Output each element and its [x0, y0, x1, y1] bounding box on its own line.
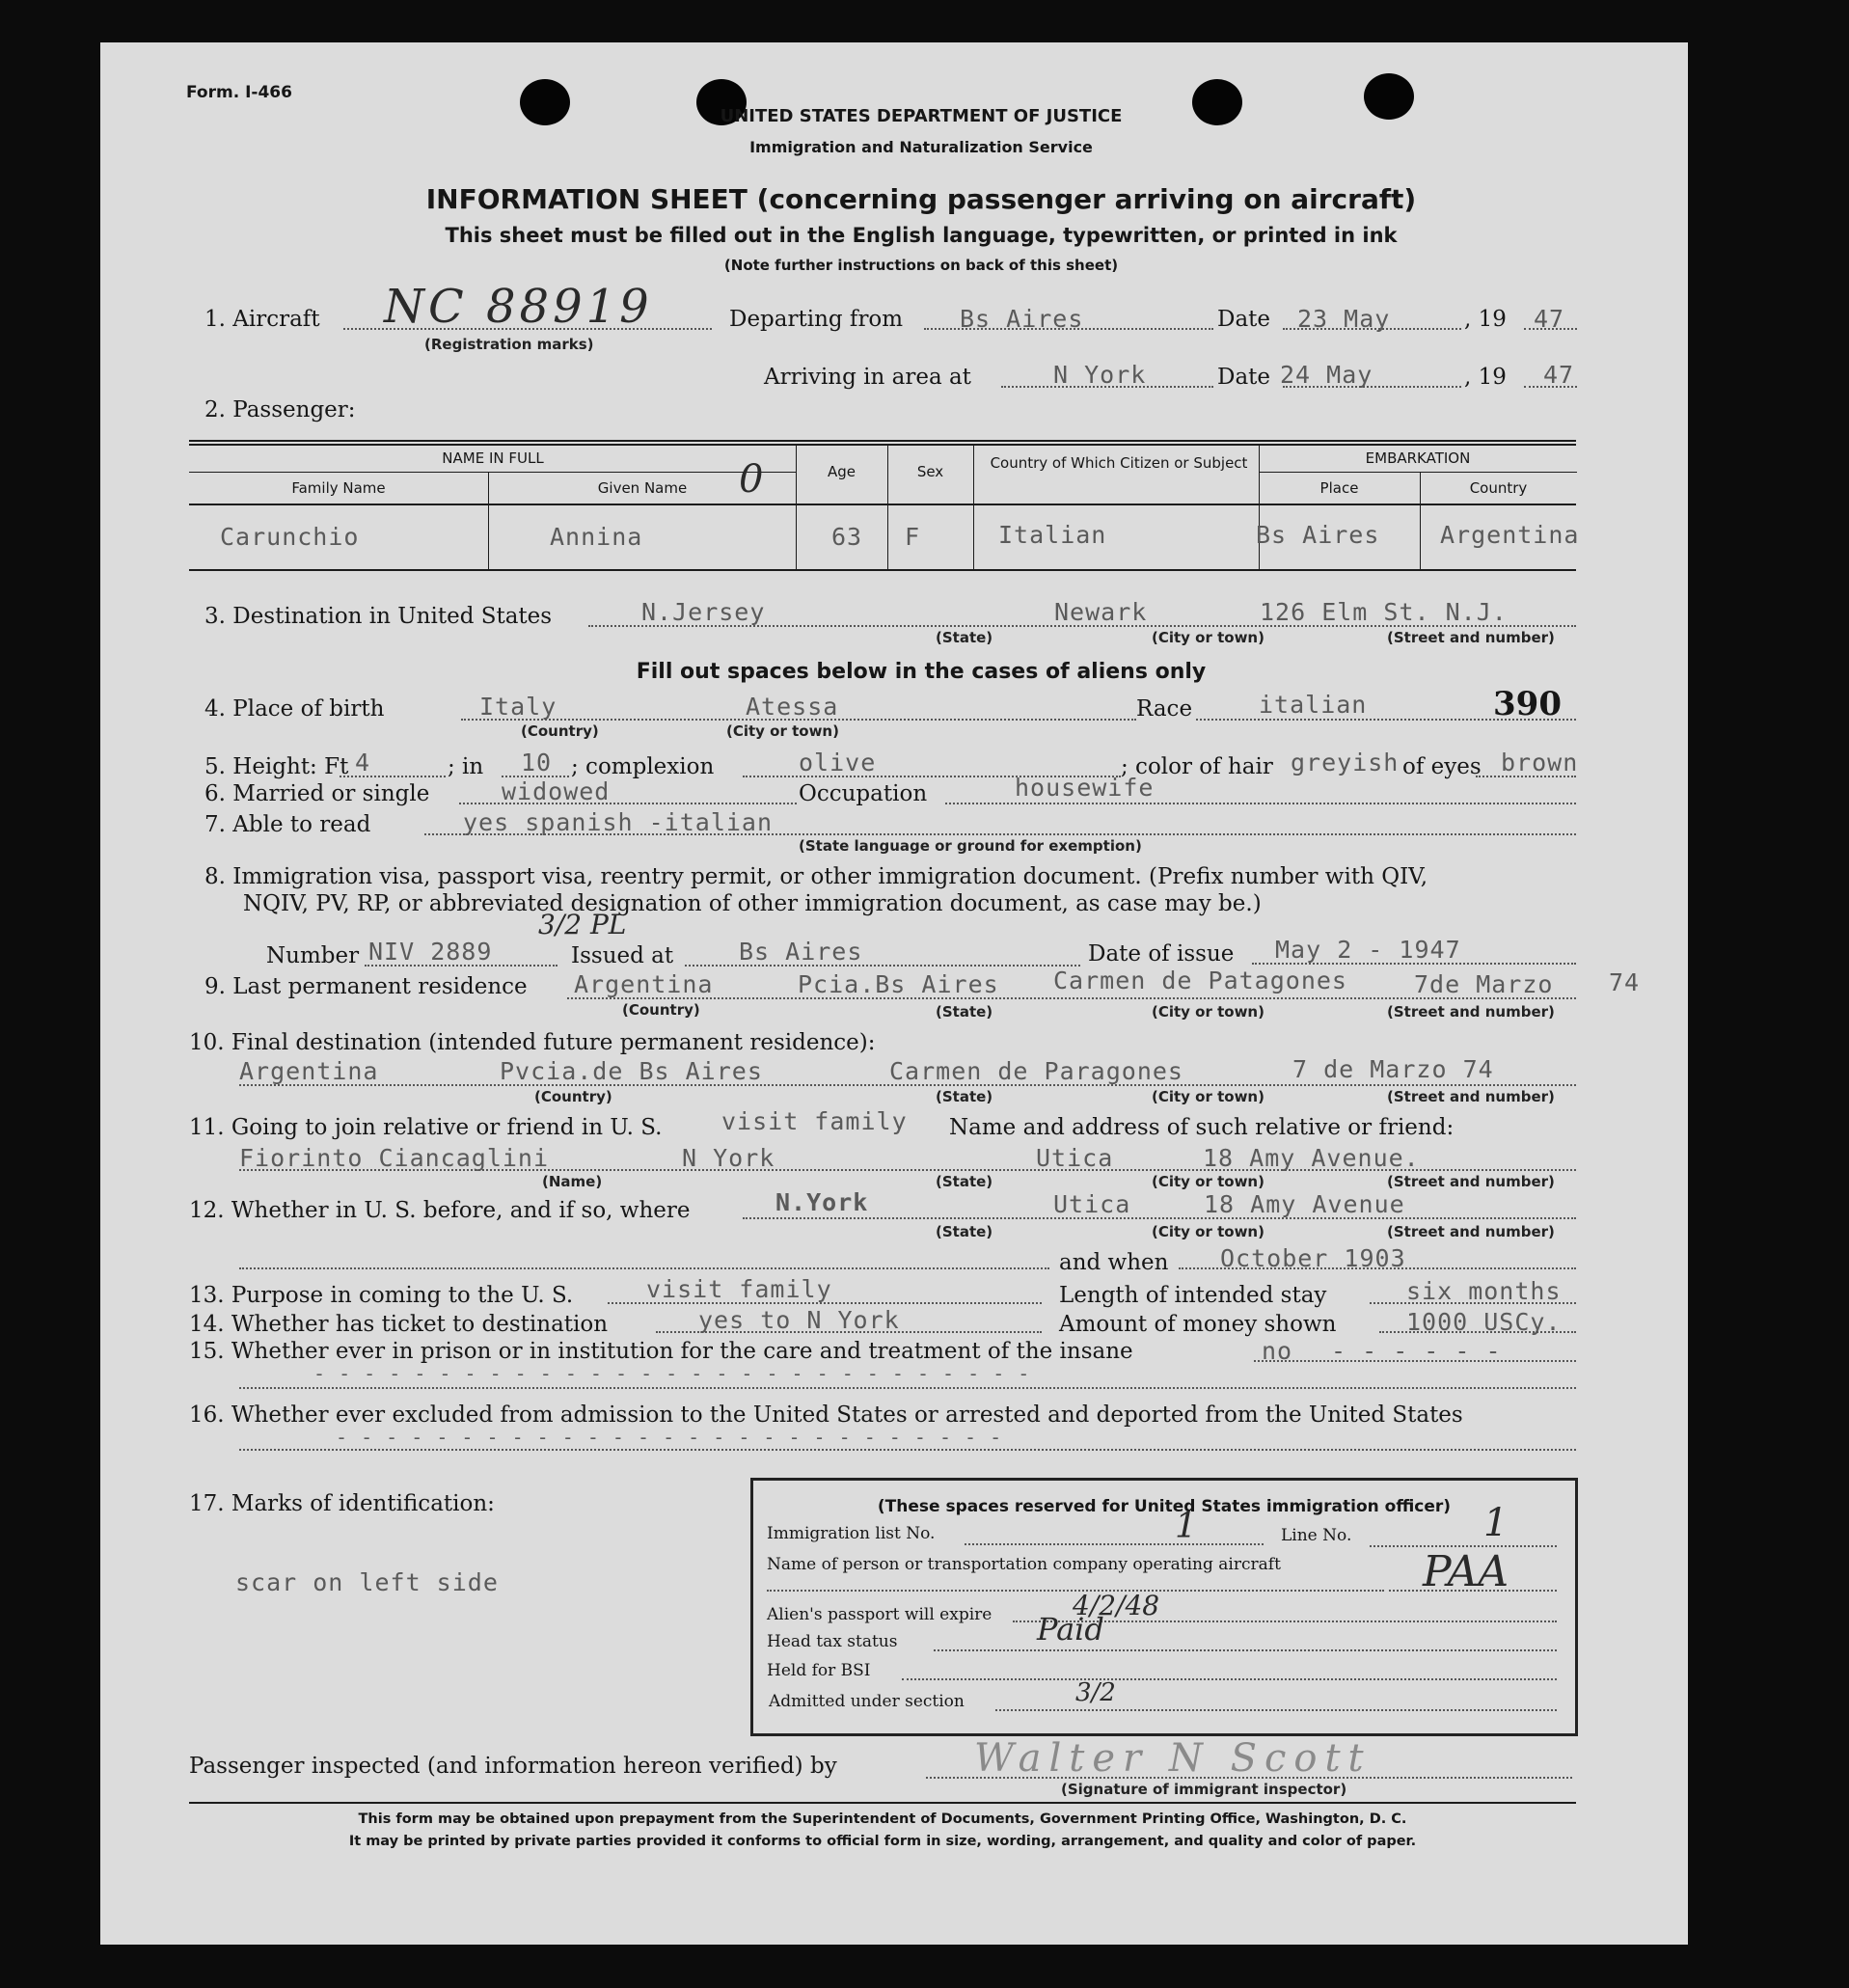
caption-street: (Street and number) [1387, 1088, 1555, 1105]
when-label: and when [1059, 1250, 1169, 1275]
marks-value: scar on left side [235, 1568, 499, 1596]
join-relative-value: visit family [721, 1107, 908, 1135]
inches-label: ; in [448, 754, 484, 779]
caption-state: (State) [936, 1088, 993, 1105]
aircraft-label: 1. Aircraft [204, 307, 320, 332]
relative-city: Utica [1036, 1144, 1114, 1172]
caption-city: (City or town) [726, 722, 839, 740]
signature-caption: (Signature of immigrant inspector) [1061, 1781, 1347, 1798]
ticket-value: yes to N York [698, 1306, 900, 1334]
company-label: Name of person or transportation company operating aircraft [767, 1555, 1281, 1574]
height-feet: 4 [355, 749, 371, 776]
admitted-section-label: Admitted under section [769, 1692, 965, 1711]
form-number: Form. I-466 [186, 83, 292, 102]
held-for-bsi-label: Held for BSI [767, 1661, 871, 1680]
arriving-value: N York [1053, 361, 1147, 389]
marital-value: widowed [502, 777, 611, 805]
embark-country-value: Argentina [1440, 521, 1580, 549]
prison-dashes: - - - - - - [1331, 1337, 1502, 1365]
last-residence-street: 7de Marzo [1414, 970, 1554, 998]
destination-state: N.Jersey [641, 598, 766, 626]
head-tax-value: Paid [1037, 1611, 1104, 1648]
excluded-dashes: - - - - - - - - - - - - - - - - - - - - - - - - - - - [336, 1426, 1003, 1449]
complexion-value: olive [799, 749, 877, 776]
header-citizen-country: Country of Which Citizen or Subject [990, 454, 1248, 472]
stay-value: six months [1406, 1277, 1562, 1305]
departing-value: Bs Aires [960, 305, 1084, 333]
caption-city: (City or town) [1152, 1088, 1264, 1105]
header-sex: Sex [916, 463, 944, 480]
destination-label: 3. Destination in United States [204, 604, 553, 629]
doc-number: NIV 2889 [368, 938, 493, 966]
birthplace-label: 4. Place of birth [204, 696, 385, 722]
destination-city: Newark [1054, 598, 1148, 626]
form-subtitle: This sheet must be filled out in the English language, typewritten, or printed in ink [445, 224, 1398, 247]
family-name-value: Carunchio [220, 523, 360, 551]
prison-value: no [1262, 1337, 1293, 1365]
passport-expire-label: Alien's passport will expire [767, 1605, 992, 1624]
caption-street: (Street and number) [1387, 1003, 1555, 1021]
issued-at-value: Bs Aires [739, 938, 863, 966]
hair-value: greyish [1291, 749, 1400, 776]
arrival-date: 24 May [1280, 361, 1373, 389]
caption-street: (Street and number) [1387, 629, 1555, 646]
caption-city: (City or town) [1152, 1223, 1264, 1240]
caption-country: (Country) [534, 1088, 612, 1105]
occupation-label: Occupation [799, 781, 928, 806]
height-inches: 10 [521, 749, 553, 776]
money-value: 1000 USCy. [1406, 1308, 1562, 1336]
form-title: INFORMATION SHEET (concerning passenger arriving on aircraft) [425, 183, 1417, 215]
header-age: Age [827, 463, 856, 480]
purpose-value: visit family [646, 1275, 832, 1303]
inspected-label: Passenger inspected (and information hereon verified) by [189, 1754, 837, 1779]
race-code-stamp: 390 [1493, 685, 1562, 723]
passenger-label: 2. Passenger: [204, 397, 356, 422]
company-value: PAA [1423, 1547, 1509, 1596]
arriving-label: Arriving in area at [764, 365, 971, 390]
issue-date-label: Date of issue [1088, 941, 1235, 967]
relative-name: Fiorinto Ciancaglini [239, 1144, 550, 1172]
caption-city: (City or town) [1152, 629, 1264, 646]
read-caption: (State language or ground for exemption) [799, 837, 1142, 855]
occupation-value: housewife [1015, 774, 1155, 802]
caption-city: (City or town) [1152, 1003, 1264, 1021]
doc-annotation: 3/2 PL [538, 909, 627, 940]
aliens-only-heading: Fill out spaces below in the cases of aliens only [636, 660, 1207, 684]
punch-hole [1192, 79, 1242, 125]
excluded-label: 16. Whether ever excluded from admission to the United States or arrested and deported from the United States [189, 1402, 1463, 1428]
departing-label: Departing from [729, 307, 904, 332]
doc-label-line2: NQIV, PV, RP, or abbreviated designation of other immigration document, as case may be.) [243, 891, 1262, 916]
admitted-section-value: 3/2 [1075, 1678, 1116, 1707]
line-no-value: 1 [1483, 1501, 1509, 1545]
line-no-label: Line No. [1281, 1526, 1352, 1545]
arrival-date-label: Date [1217, 365, 1271, 390]
previous-state: N.York [775, 1188, 869, 1216]
caption-state: (State) [936, 1003, 993, 1021]
final-country: Argentina [239, 1057, 379, 1085]
prison-dashes-line2: - - - - - - - - - - - - - - - - - - - - - - - - - - - - - [313, 1362, 1031, 1385]
header-place: Place [1319, 479, 1359, 497]
head-tax-label: Head tax status [767, 1632, 898, 1651]
marital-label: 6. Married or single [204, 781, 430, 806]
year-prefix: , 19 [1464, 365, 1507, 390]
immigration-list-no: 1 [1175, 1507, 1197, 1546]
citizen-value: Italian [998, 521, 1107, 549]
punch-hole [1364, 73, 1414, 120]
read-label: 7. Able to read [204, 812, 371, 837]
immigration-list-label: Immigration list No. [767, 1524, 936, 1543]
eyes-value: brown [1501, 749, 1579, 776]
footer-line-1: This form may be obtained upon prepayment from the Superintendent of Documents, Government Printing Office, Washington, D. C. [358, 1811, 1407, 1827]
when-value: October 1903 [1220, 1244, 1406, 1272]
final-city: Carmen de Paragones [889, 1057, 1183, 1085]
height-label: 5. Height: Ft [204, 754, 349, 779]
given-name-value: Annina [550, 523, 643, 551]
service-name: Immigration and Naturalization Service [749, 138, 1093, 156]
given-name-mark: 0 [739, 457, 764, 502]
previous-city: Utica [1053, 1190, 1131, 1218]
caption-state: (State) [936, 1223, 993, 1240]
final-street: 7 de Marzo 74 [1292, 1055, 1494, 1083]
relative-street: 18 Amy Avenue. [1203, 1144, 1420, 1172]
race-value: italian [1259, 691, 1368, 719]
inspector-signature: Walter N Scott [974, 1736, 1372, 1781]
age-value: 63 [831, 523, 863, 551]
footer-line-2: It may be printed by private parties provided it conforms to official form in size, wording, arrangement, and quality and color of paper. [348, 1834, 1417, 1849]
relative-address-label: Name and address of such relative or friend: [949, 1115, 1455, 1140]
birth-city: Atessa [746, 693, 839, 721]
officer-box-header: (These spaces reserved for United States immigration officer) [877, 1497, 1452, 1516]
final-destination-label: 10. Final destination (intended future permanent residence): [189, 1030, 876, 1055]
aircraft-registration: NC 88919 [384, 280, 653, 334]
prison-label: 15. Whether ever in prison or in institution for the care and treatment of the insane [189, 1339, 1133, 1364]
complexion-label: ; complexion [571, 754, 715, 779]
birth-country: Italy [479, 693, 557, 721]
issue-date: May 2 - 1947 [1275, 936, 1461, 964]
ticket-label: 14. Whether has ticket to destination [189, 1312, 609, 1337]
registration-caption: (Registration marks) [424, 336, 594, 353]
stay-label: Length of intended stay [1059, 1283, 1327, 1308]
header-embarkation: EMBARKATION [1365, 449, 1471, 467]
year-prefix: , 19 [1464, 307, 1507, 332]
destination-street: 126 Elm St. N.J. [1260, 598, 1508, 626]
final-state: Pvcia.de Bs Aires [500, 1057, 763, 1085]
last-residence-street-no: 74 [1609, 968, 1641, 996]
hair-label: ; color of hair [1121, 754, 1273, 779]
doc-label-line1: 8. Immigration visa, passport visa, reentry permit, or other immigration document. (Prefix number with QIV, [204, 864, 1428, 889]
caption-state: (State) [936, 629, 993, 646]
doc-number-label: Number [266, 943, 360, 968]
last-residence-label: 9. Last permanent residence [204, 974, 528, 999]
relative-state: N York [682, 1144, 775, 1172]
eyes-label: of eyes [1402, 754, 1482, 779]
marks-label: 17. Marks of identification: [189, 1491, 495, 1516]
caption-street: (Street and number) [1387, 1223, 1555, 1240]
caption-country: (Country) [521, 722, 599, 740]
departure-year: 47 [1534, 305, 1565, 333]
header-given-name: Given Name [597, 479, 688, 497]
last-residence-city: Carmen de Patagones [1053, 967, 1347, 994]
arrival-year: 47 [1543, 361, 1575, 389]
embark-place-value: Bs Aires [1256, 521, 1380, 549]
last-residence-country: Argentina [574, 970, 714, 998]
join-relative-label: 11. Going to join relative or friend in U. S. [189, 1115, 663, 1140]
last-residence-state: Pcia.Bs Aires [798, 970, 999, 998]
department-name: UNITED STATES DEPARTMENT OF JUSTICE [720, 106, 1123, 126]
punch-hole [520, 79, 570, 125]
caption-state: (State) [936, 1173, 993, 1190]
race-label: Race [1136, 696, 1193, 722]
departure-date: 23 May [1297, 305, 1391, 333]
departure-date-label: Date [1217, 307, 1271, 332]
header-family-name: Family Name [291, 479, 386, 497]
caption-name: (Name) [542, 1173, 603, 1190]
previous-street: 18 Amy Avenue [1204, 1190, 1405, 1218]
header-country: Country [1469, 479, 1528, 497]
money-label: Amount of money shown [1059, 1312, 1337, 1337]
caption-street: (Street and number) [1387, 1173, 1555, 1190]
sex-value: F [905, 523, 921, 551]
caption-city: (City or town) [1152, 1173, 1264, 1190]
purpose-label: 13. Purpose in coming to the U. S. [189, 1283, 574, 1308]
read-value: yes spanish -italian [463, 808, 774, 836]
previous-us-label: 12. Whether in U. S. before, and if so, where [189, 1198, 691, 1223]
passport-expire-value: 4/2/48 [1073, 1590, 1160, 1621]
form-note: (Note further instructions on back of this sheet) [723, 257, 1119, 274]
caption-country: (Country) [622, 1001, 700, 1019]
issued-at-label: Issued at [571, 943, 674, 968]
header-name-in-full: NAME IN FULL [442, 449, 544, 467]
